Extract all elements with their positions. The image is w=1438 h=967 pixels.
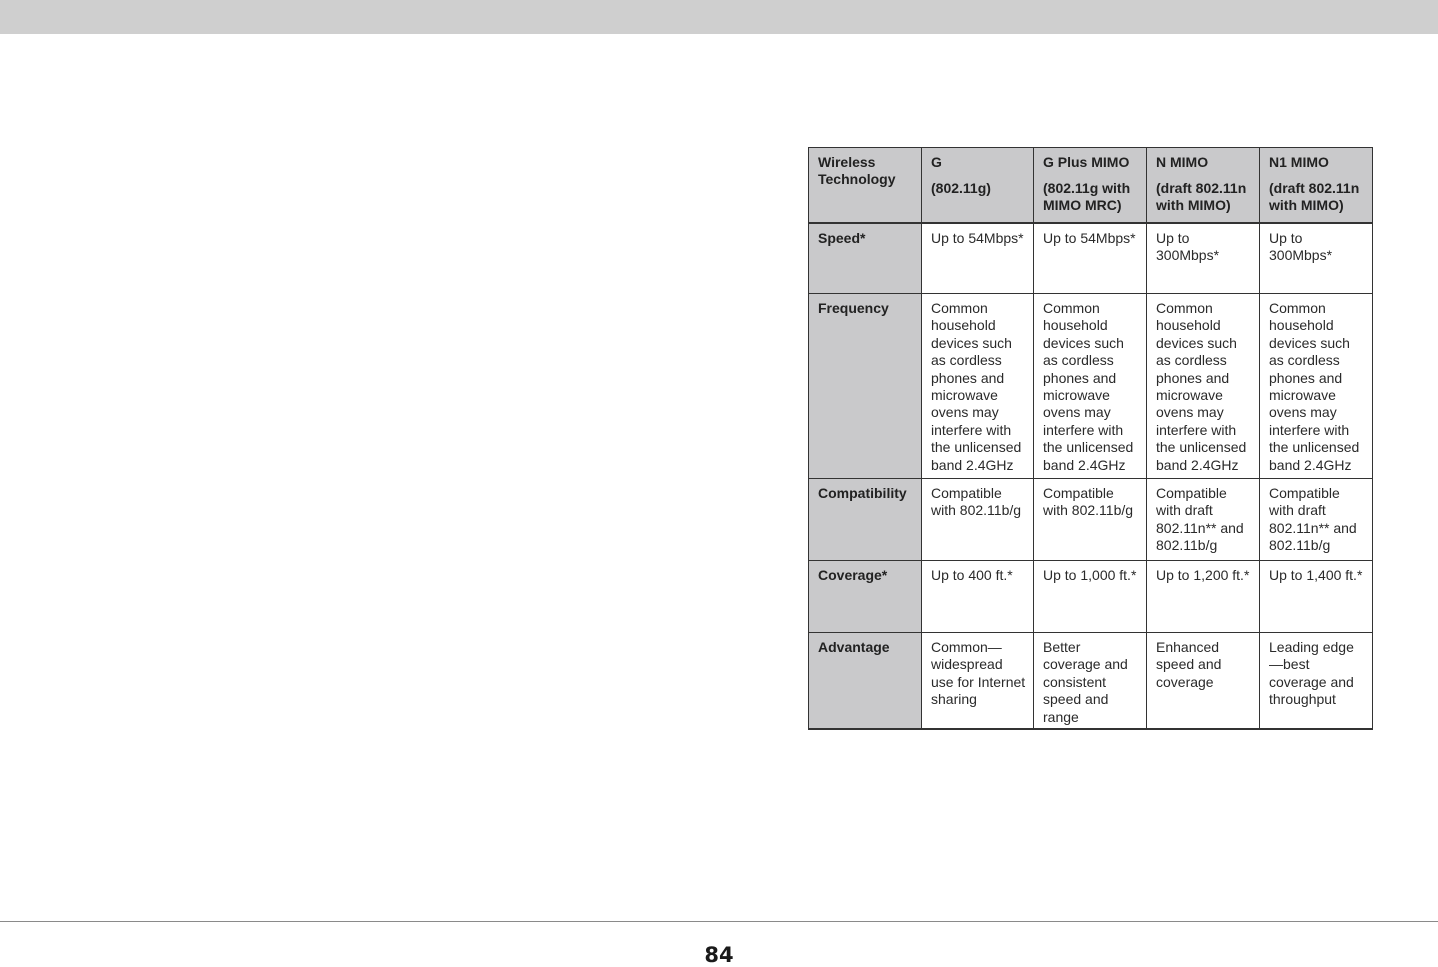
- table-cell: Common household devices such as cordless phones and microwave ovens may interfere with the unlicensed band 2.4GHz: [1147, 294, 1260, 479]
- header-subtitle: (802.11g with MIMO MRC): [1043, 180, 1131, 214]
- header-cell-g: [922, 148, 1034, 223]
- table-row-speed: [809, 223, 1373, 294]
- table-cell: Up to 54Mbps*: [922, 223, 1034, 294]
- header-title: N MIMO: [1156, 154, 1209, 170]
- row-label: Advantage: [809, 633, 922, 730]
- table-cell: Up to 300Mbps*: [1260, 223, 1373, 294]
- table-cell: Compatible with draft 802.11n** and 802.11b/g: [1147, 479, 1260, 561]
- page-number: 84: [704, 943, 734, 967]
- table-header-row: [809, 148, 1373, 223]
- row-label: Coverage*: [809, 561, 922, 633]
- row-label: Frequency: [809, 294, 922, 479]
- row-label: Compatibility: [809, 479, 922, 561]
- table-cell: Common—widespread use for Internet sharing: [922, 633, 1034, 730]
- header-subtitle: (draft 802.11n with MIMO): [1269, 180, 1360, 214]
- table-row-advantage: [809, 633, 1373, 730]
- table-cell: Better coverage and consistent speed and range: [1034, 633, 1147, 730]
- table-cell: Compatible with 802.11b/g: [922, 479, 1034, 561]
- table-cell: Common household devices such as cordless phones and microwave ovens may interfere with the unlicensed band 2.4GHz: [922, 294, 1034, 479]
- header-title: G: [931, 154, 942, 170]
- table-cell: Up to 1,400 ft.*: [1260, 561, 1373, 633]
- table-cell: Up to 300Mbps*: [1147, 223, 1260, 294]
- header-title: G Plus MIMO: [1043, 154, 1130, 170]
- table-cell: Up to 1,200 ft.*: [1147, 561, 1260, 633]
- footer-divider: [0, 921, 1438, 922]
- top-header-bar: [0, 0, 1438, 34]
- table-cell: Enhanced speed and coverage: [1147, 633, 1260, 730]
- table-row-frequency: [809, 294, 1373, 479]
- header-cell-n-mimo: [1147, 148, 1260, 223]
- table-cell: Leading edge—best coverage and throughput: [1260, 633, 1373, 730]
- header-subtitle: (802.11g): [931, 180, 991, 196]
- header-subtitle: (draft 802.11n with MIMO): [1156, 180, 1247, 214]
- wireless-technology-comparison-table: [808, 147, 1373, 730]
- table-cell: Compatible with 802.11b/g: [1034, 479, 1147, 561]
- header-cell-n1-mimo: [1260, 148, 1373, 223]
- table-cell: Up to 400 ft.*: [922, 561, 1034, 633]
- table-cell: Common household devices such as cordless phones and microwave ovens may interfere with the unlicensed band 2.4GHz: [1260, 294, 1373, 479]
- table-cell: Compatible with draft 802.11n** and 802.11b/g: [1260, 479, 1373, 561]
- table-row-compatibility: [809, 479, 1373, 561]
- header-title: Wireless Technology: [818, 154, 896, 188]
- table-cell: Common household devices such as cordless phones and microwave ovens may interfere with the unlicensed band 2.4GHz: [1034, 294, 1147, 479]
- table-cell: Up to 1,000 ft.*: [1034, 561, 1147, 633]
- row-label: Speed*: [809, 223, 922, 294]
- table-row-coverage: [809, 561, 1373, 633]
- table-cell: Up to 54Mbps*: [1034, 223, 1147, 294]
- header-cell-g-plus-mimo: [1034, 148, 1147, 223]
- header-title: N1 MIMO: [1269, 154, 1329, 170]
- header-cell-wireless-technology: [809, 148, 922, 223]
